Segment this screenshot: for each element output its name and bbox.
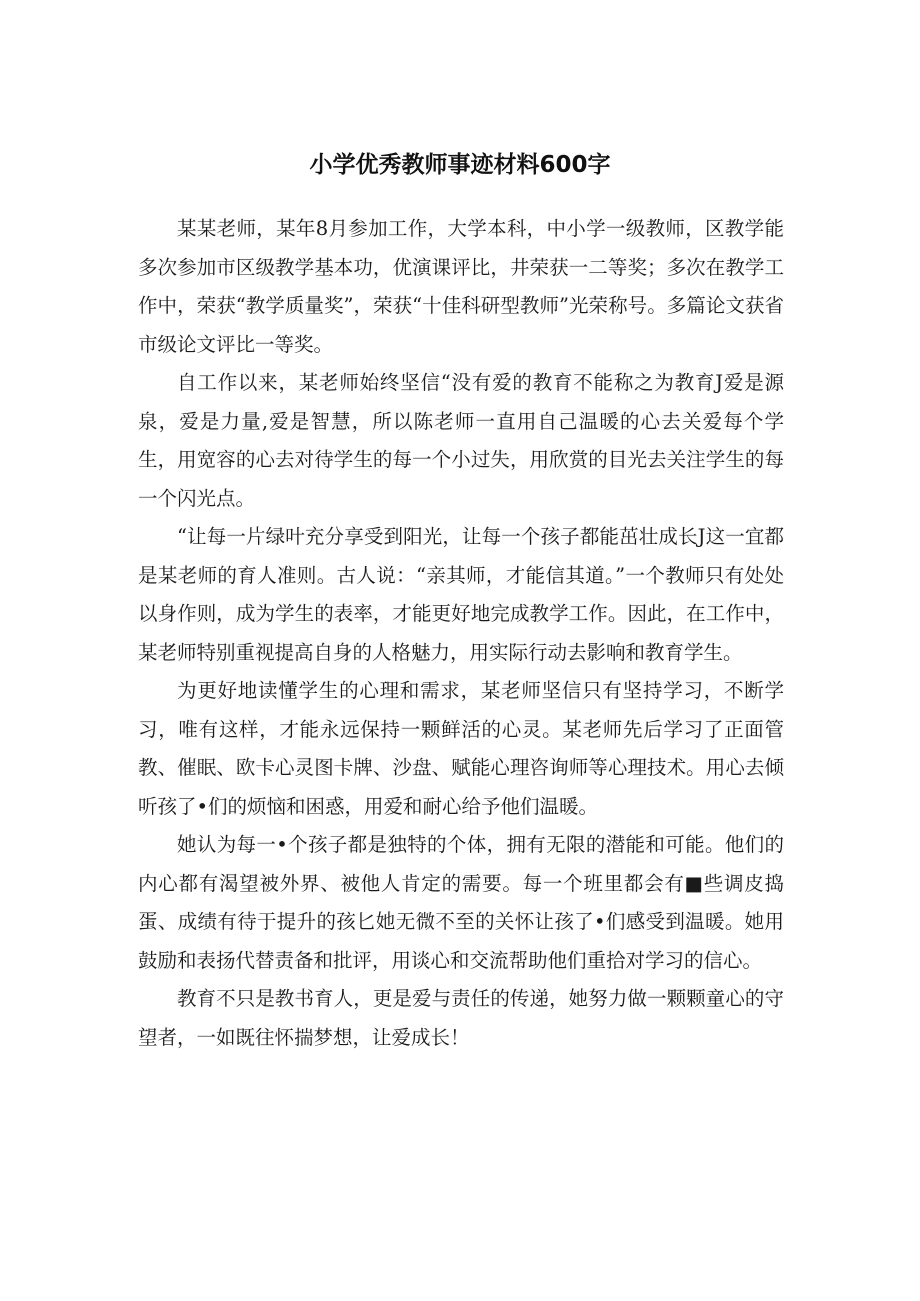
paragraph-5: 她认为每一•个孩子都是独特的个体，拥有无限的潜能和可能。他们的内心都有渴望被外界、被他人肯定的需要。每一个班里都会有■些调皮捣蛋、成绩有待于提升的孩匕她无微不至的关怀让孩了•们感受到温暖。她用鼓励和表扬代替责备和批评，用谈心和交流帮助他们重拾对学习的信心。 xyxy=(138,833,784,972)
paragraph-2: 自工作以来，某老师始终坚信“没有爱的教育不能称之为教育J爱是源泉，爱是力量,爱是智慧，所以陈老师一直用自己温暖的心去关爱每个学生，用宽容的心去对待学生的每一个小过失，用欣赏的目光去关注学生的每一个闪光点。 xyxy=(138,371,784,510)
paragraph-1: 某某老师，某年8月参加工作，大学本科，中小学一级教师，区教学能多次参加市区级教学基本功，优演课评比，井荣获一二等奖；多次在教学工作中，荣获“教学质量奖”，荣获“十佳科研型教师”光荣称号。多篇论文获省市级论文评比一等奖。 xyxy=(138,217,784,356)
document-body xyxy=(138,210,784,1057)
paragraph-4: 为更好地读懂学生的心理和需求，某老师坚信只有坚持学习，不断学习，唯有这样，才能永远保持一颗鲜活的心灵。某老师先后学习了正面管教、催眠、欧卡心灵图卡牌、沙盘、赋能心理咨询师等心理技术。用心去倾听孩了•们的烦恼和困惑，用爱和耐心给予他们温暖。 xyxy=(138,679,784,818)
paragraph-6: 教育不只是教书育人，更是爱与责任的传递，她努力做一颗颗童心的守望者，一如既往怀揣梦想，让爱成长！ xyxy=(138,987,784,1049)
document-title: 小学优秀教师事迹材料600字 xyxy=(309,152,611,178)
paragraph-3: “让每一片绿叶充分享受到阳光，让每一个孩子都能茁壮成长J这一宜都是某老师的育人准则。古人说：“亲其师，才能信其道。”一个教师只有处处以身作则，成为学生的表率，才能更好地完成教学工作。因此，在工作中，某老师特别重视提高自身的人格魅力，用实际行动去影响和教育学生。 xyxy=(138,525,784,664)
